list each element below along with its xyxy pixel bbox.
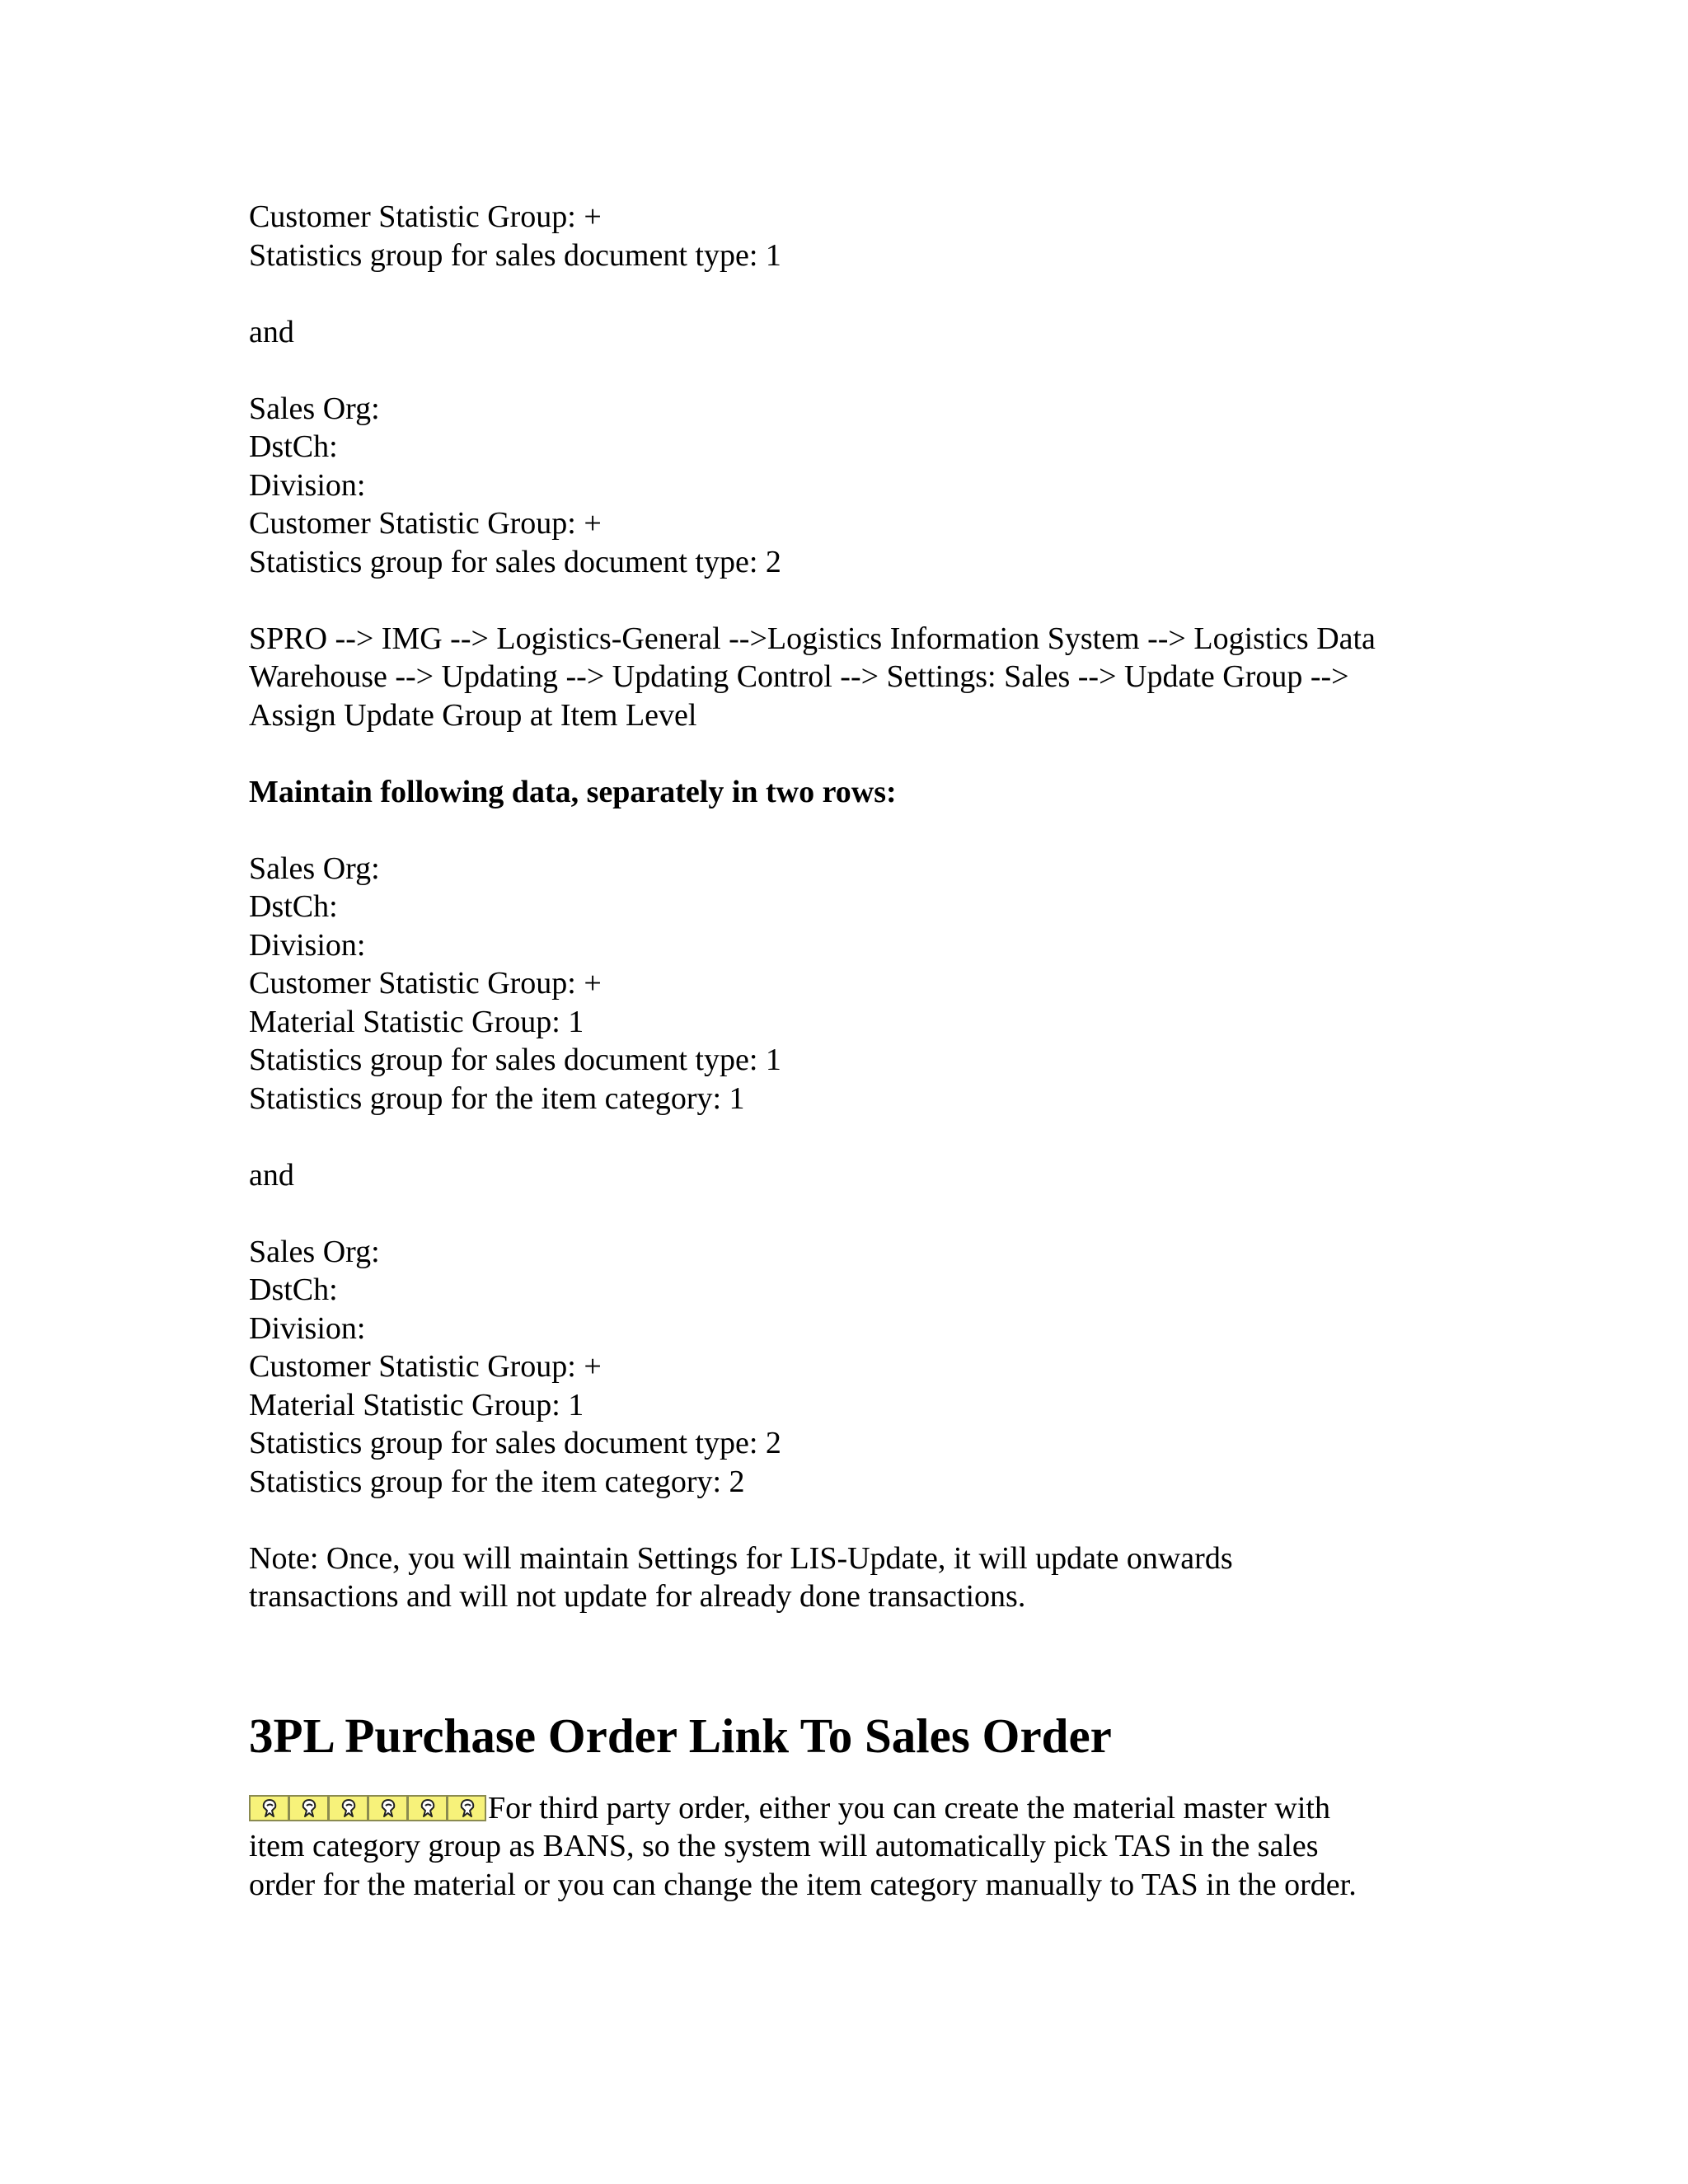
material-statistic-group-4: Material Statistic Group: 1 (249, 1387, 584, 1422)
material-statistic-group-3: Material Statistic Group: 1 (249, 1004, 584, 1039)
division-2: Division: (249, 467, 366, 503)
note-line-2: transactions and will not update for already done transactions. (249, 1579, 1026, 1614)
section-heading: 3PL Purchase Order Link To Sales Order (249, 1708, 1112, 1763)
menu-path-line-3: Assign Update Group at Item Level (249, 697, 697, 733)
rating-box[interactable] (368, 1795, 407, 1821)
division-3: Division: (249, 927, 366, 963)
rating-icon (419, 1798, 437, 1820)
rating-box[interactable] (407, 1795, 447, 1821)
sales-doc-type-group-2: Statistics group for sales document type: 2 (249, 544, 781, 579)
and-separator-2: and (249, 1157, 294, 1193)
customer-statistic-group-4: Customer Statistic Group: + (249, 1349, 602, 1384)
body-line-1-text: For third party order, either you can create the material master with (488, 1790, 1330, 1825)
sales-org-2: Sales Org: (249, 391, 380, 426)
dstch-3: DstCh: (249, 889, 338, 924)
rating-box[interactable] (328, 1795, 368, 1821)
item-category-group-4: Statistics group for the item category: 2 (249, 1464, 745, 1499)
rating-icon (300, 1798, 318, 1820)
dstch-2: DstCh: (249, 429, 338, 464)
customer-statistic-group-2: Customer Statistic Group: + (249, 506, 602, 541)
dstch-4: DstCh: (249, 1272, 338, 1307)
sales-org-4: Sales Org: (249, 1234, 380, 1269)
rating-box[interactable] (249, 1795, 288, 1821)
rating-box[interactable] (447, 1795, 486, 1821)
sales-doc-type-group-4: Statistics group for sales document type: 2 (249, 1426, 781, 1460)
rating-box[interactable] (288, 1795, 328, 1821)
body-line-1 (249, 1789, 1452, 1828)
document-page (249, 198, 1452, 1904)
rating-icon (379, 1798, 397, 1820)
rating-icon (260, 1798, 279, 1820)
body-line-3: order for the material or you can change the item category manually to TAS in the order. (249, 1867, 1357, 1902)
and-separator-1: and (249, 314, 294, 349)
rating-icon (340, 1798, 358, 1820)
body-line-2: item category group as BANS, so the system will automatically pick TAS in the sales (249, 1829, 1319, 1863)
customer-statistic-group-1: Customer Statistic Group: + (249, 199, 602, 234)
rating-icon (458, 1798, 476, 1820)
sales-doc-type-group-1: Statistics group for sales document type: 1 (249, 237, 781, 273)
note-line-1: Note: Once, you will maintain Settings for LIS-Update, it will update onwards (249, 1540, 1233, 1576)
menu-path-line-1: SPRO --> IMG --> Logistics-General -->Logistics Information System --> Logistics Data (249, 621, 1376, 656)
customer-statistic-group-3: Customer Statistic Group: + (249, 966, 602, 1001)
sales-doc-type-group-3: Statistics group for sales document type: 1 (249, 1043, 781, 1077)
sales-org-3: Sales Org: (249, 851, 380, 886)
menu-path-line-2: Warehouse --> Updating --> Updating Control --> Settings: Sales --> Update Group --> (249, 659, 1349, 694)
item-category-group-3: Statistics group for the item category: 1 (249, 1080, 745, 1116)
rating-widget[interactable] (249, 1795, 486, 1821)
instruction-text: Maintain following data, separately in two rows: (249, 774, 897, 809)
division-4: Division: (249, 1310, 366, 1346)
